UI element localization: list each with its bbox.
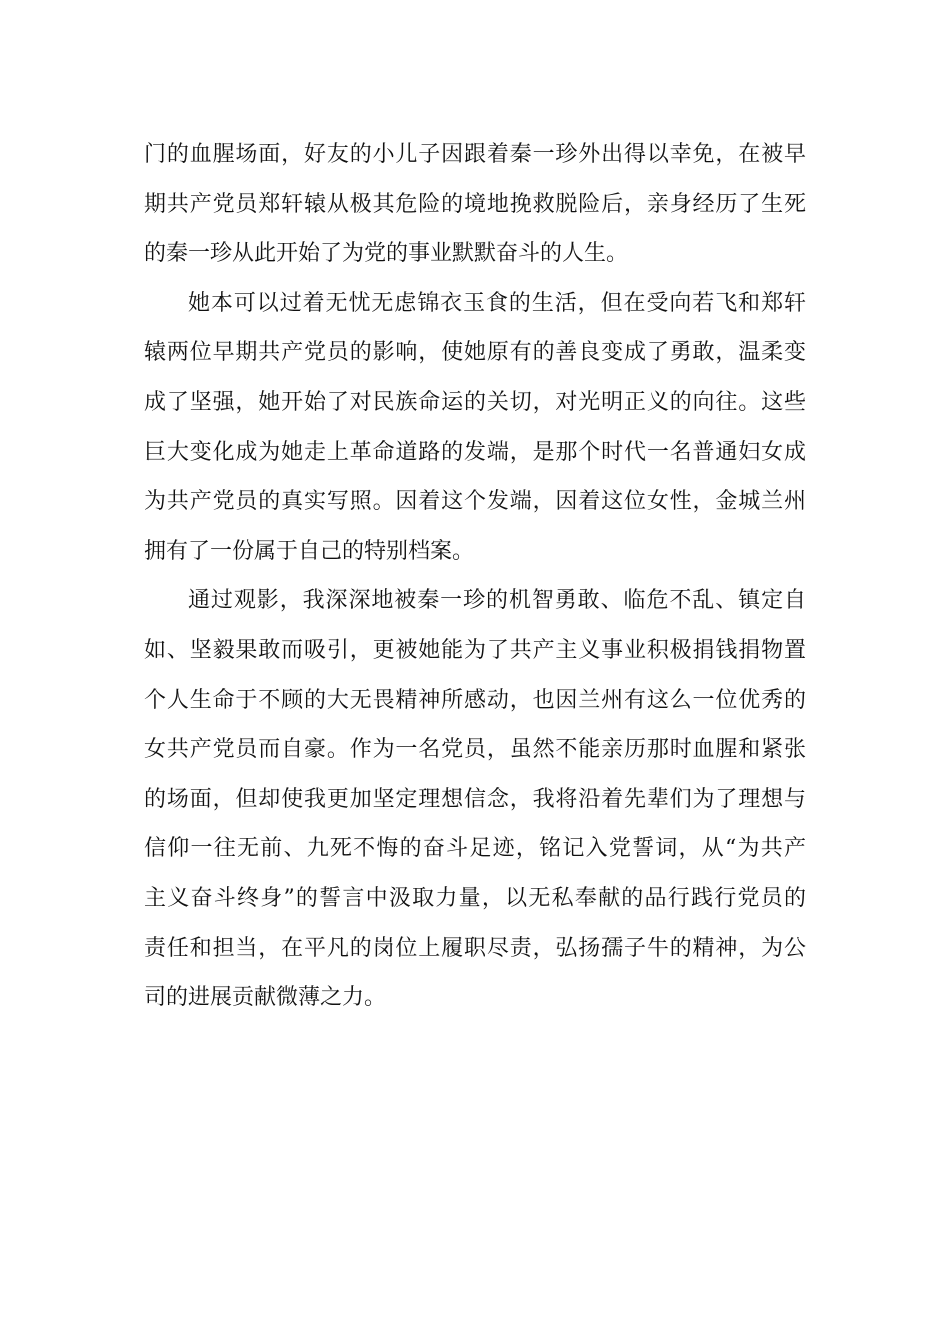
paragraph-2 — [144, 279, 806, 577]
text-line: 如、坚毅果敢而吸引，更被她能为了共产主义事业积极捐钱捐物置 — [144, 637, 806, 663]
text-line: 主义奋斗终身”的誓言中汲取力量，以无私奉献的品行践行党员的 — [144, 885, 806, 911]
text-line: 责任和担当，在平凡的岗位上履职尽责，弘扬孺子牛的精神，为公 — [144, 935, 806, 961]
text-line: 个人生命于不顾的大无畏精神所感动，也因兰州有这么一位优秀的 — [144, 687, 806, 713]
paragraph-3 — [144, 576, 806, 1022]
text-line: 门的血腥场面，好友的小儿子因跟着秦一珍外出得以幸免，在被早 — [144, 142, 806, 167]
text-line: 为共产党员的真实写照。因着这个发端，因着这位女性，金城兰州 — [144, 489, 806, 515]
document-body — [144, 130, 806, 1023]
text-line: 成了坚强，她开始了对民族命运的关切，对光明正义的向往。这些 — [144, 389, 806, 415]
text-line: 巨大变化成为她走上革命道路的发端，是那个时代一名普通妇女成 — [144, 439, 806, 465]
text-line: 她本可以过着无忧无虑锦衣玉食的生活，但在受向若飞和郑轩 — [188, 290, 806, 316]
text-line: 拥有了一份属于自己的特别档案。 — [144, 538, 475, 564]
text-line: 通过观影，我深深地被秦一珍的机智勇敢、临危不乱、镇定自 — [188, 588, 806, 614]
paragraph-1 — [144, 130, 806, 279]
text-line: 信仰一往无前、九死不悔的奋斗足迹，铭记入党誓词，从“为共产 — [144, 836, 806, 862]
text-line: 期共产党员郑轩辕从极其危险的境地挽救脱险后，亲身经历了生死 — [144, 191, 806, 217]
text-line: 的秦一珍从此开始了为党的事业默默奋斗的人生。 — [144, 241, 629, 267]
text-line: 辕两位早期共产党员的影响，使她原有的善良变成了勇敢，温柔变 — [144, 340, 806, 366]
text-line: 司的进展贡献微薄之力。 — [144, 985, 387, 1011]
text-line: 的场面，但却使我更加坚定理想信念，我将沿着先辈们为了理想与 — [144, 786, 806, 812]
text-line: 女共产党员而自豪。作为一名党员，虽然不能亲历那时血腥和紧张 — [144, 737, 806, 763]
